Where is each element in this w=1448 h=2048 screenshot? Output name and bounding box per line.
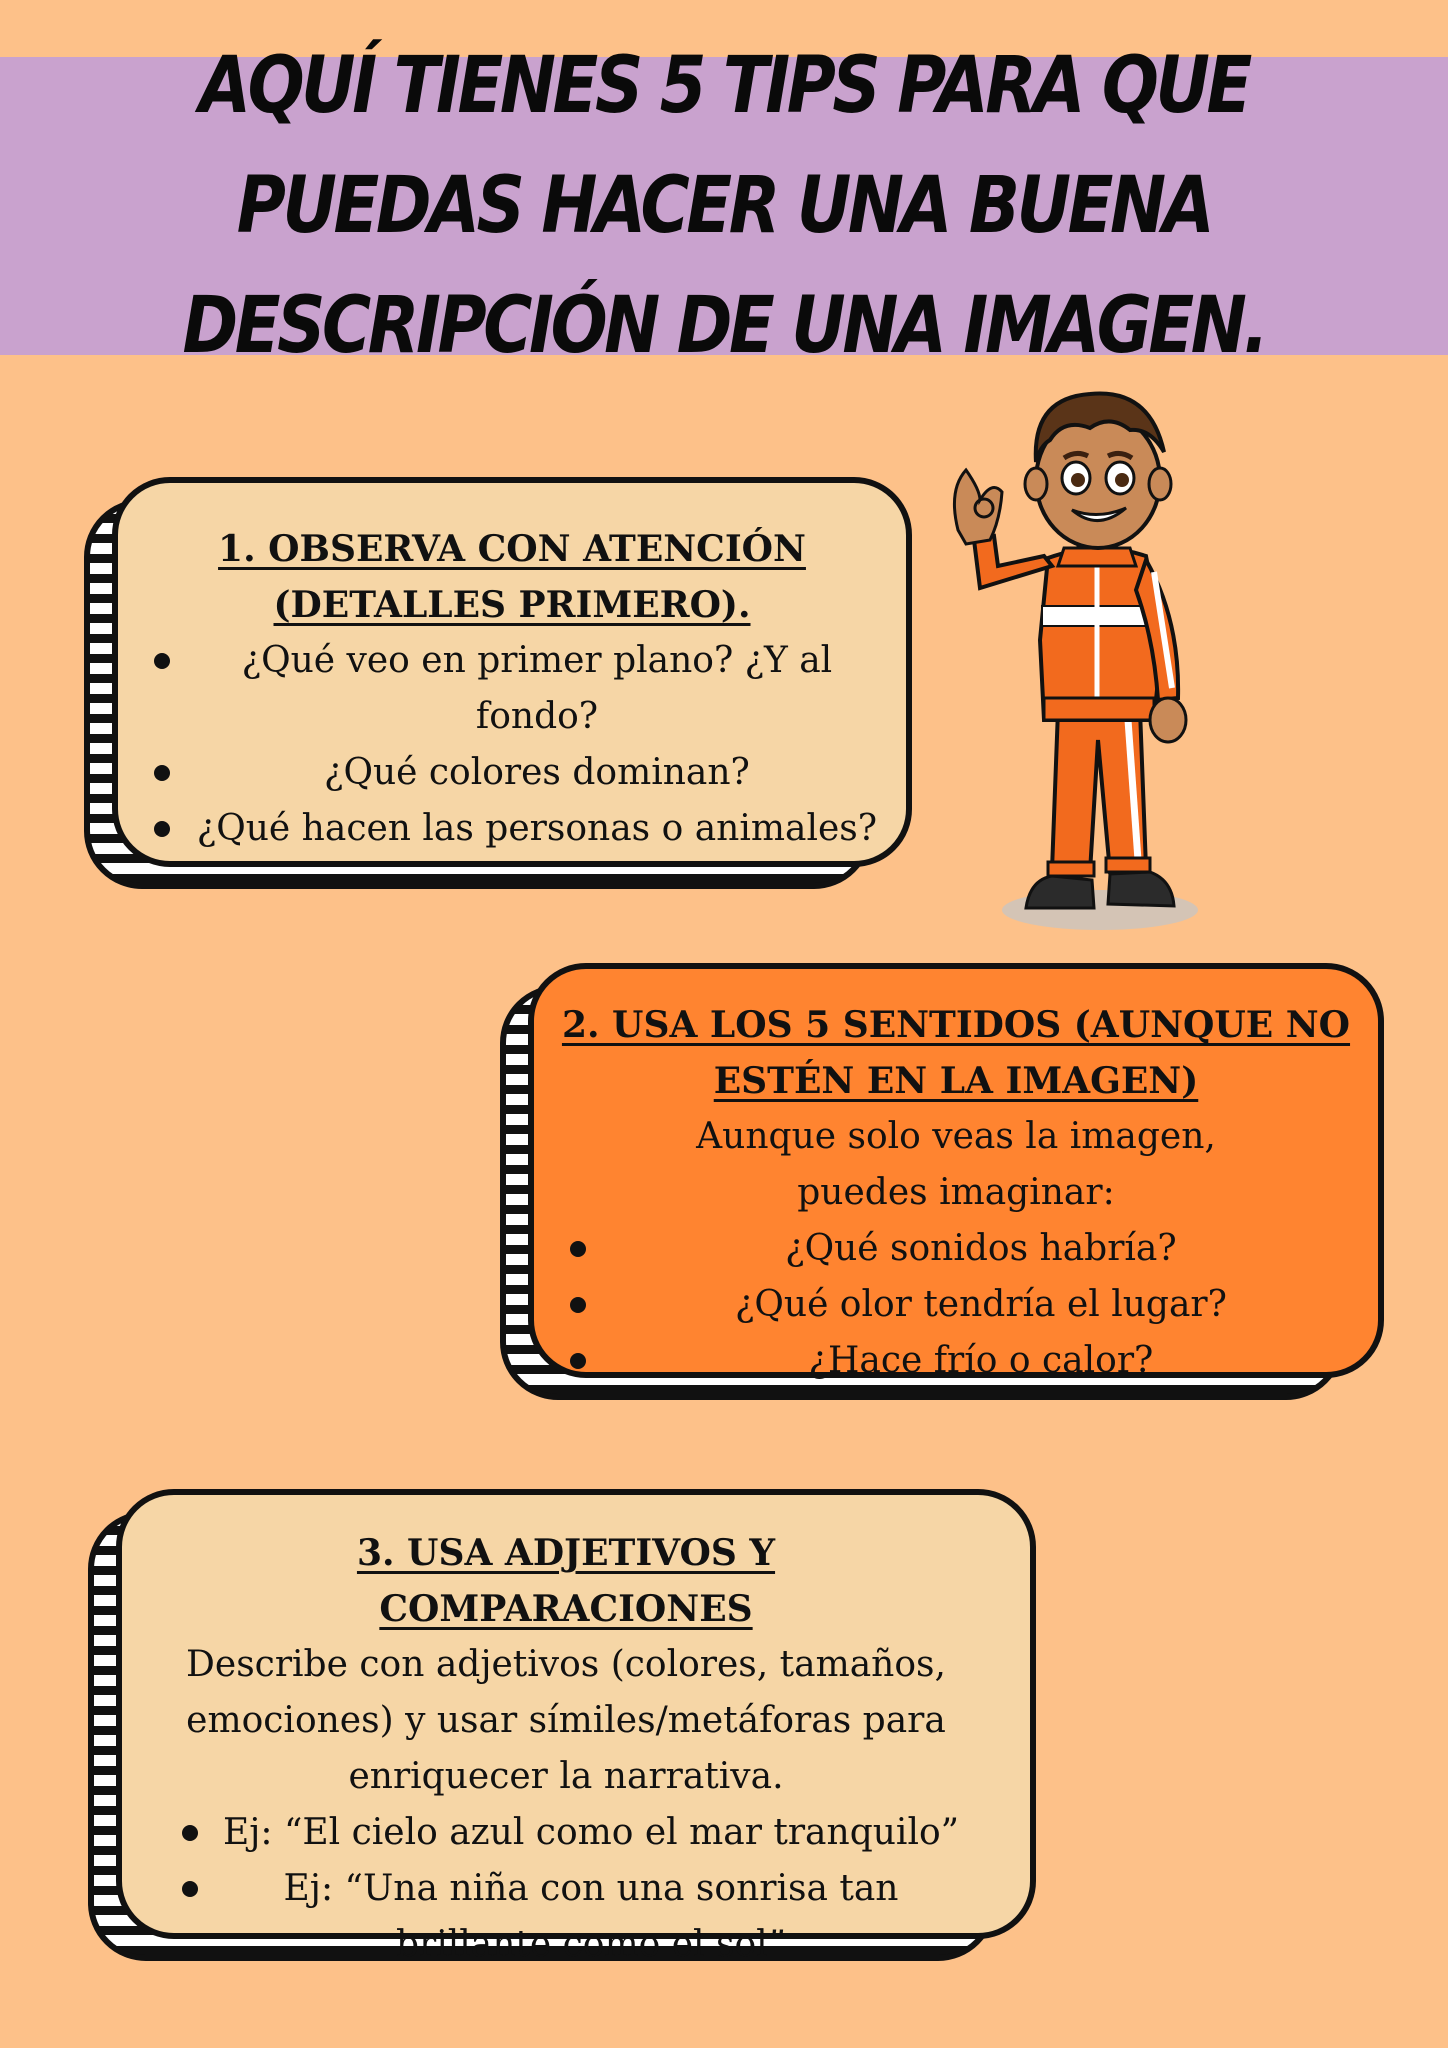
- list-item-text: ¿Qué hacen las personas o animales?: [196, 808, 878, 849]
- bullet-icon: [570, 1241, 586, 1257]
- tip-list: [172, 1805, 960, 1973]
- tip-intro: Describe con adjetivos (colores, tamaños, emociones) y usar símiles/metáforas para enriquecer la narrativa.: [186, 1644, 946, 1797]
- tip-list: [144, 633, 880, 857]
- header-banner: [0, 41, 1448, 371]
- tip-card-body: [112, 477, 912, 867]
- list-item: [144, 633, 880, 745]
- bullet-icon: [570, 1297, 586, 1313]
- tip-title: 2. USA LOS 5 SENTIDOS (AUNQUE NO ESTÉN EN LA IMAGEN): [561, 1004, 1351, 1102]
- list-item-text: ¿Hace frío o calor?: [808, 1340, 1154, 1381]
- list-item: [172, 1861, 960, 1973]
- bullet-icon: [570, 1353, 586, 1369]
- bullet-icon: [182, 1881, 198, 1897]
- boy-ok-gesture-illustration: [940, 380, 1230, 950]
- bullet-icon: [182, 1825, 198, 1841]
- tip-title: 1. OBSERVA CON ATENCIÓN (DETALLES PRIMERO).: [218, 528, 806, 626]
- list-item: [560, 1333, 1352, 1389]
- tip-intro: Aunque solo veas la imagen, puedes imaginar:: [696, 1116, 1216, 1213]
- list-item: [144, 745, 880, 801]
- tip-card-3: [116, 1489, 1036, 1965]
- tip-title: 3. USA ADJETIVOS Y COMPARACIONES: [356, 1532, 776, 1630]
- tip-list: [560, 1221, 1352, 1389]
- tip-card-body: [116, 1489, 1036, 1965]
- list-item-text: Ej: “Una niña con una sonrisa tan brillante como el sol”: [283, 1868, 899, 1965]
- tip-card-1: [112, 477, 912, 867]
- list-item-text: ¿Qué colores dominan?: [324, 752, 750, 793]
- bullet-icon: [154, 765, 170, 781]
- list-item-text: ¿Qué sonidos habría?: [785, 1228, 1177, 1269]
- page-title: AQUÍ TIENES 5 TIPS PARA QUE PUEDAS HACER UNA BUENA DESCRIPCIÓN DE UNA IMAGEN.: [182, 41, 1266, 371]
- list-item-text: ¿Qué olor tendría el lugar?: [735, 1284, 1227, 1325]
- list-item-text: Ej: “El cielo azul como el mar tranquilo”: [222, 1812, 960, 1853]
- bullet-icon: [154, 821, 170, 837]
- list-item: [560, 1277, 1352, 1333]
- tip-card-body: [528, 963, 1384, 1381]
- list-item: [144, 801, 880, 857]
- bullet-icon: [154, 653, 170, 669]
- list-item: [560, 1221, 1352, 1277]
- tip-card-2: [528, 963, 1384, 1381]
- list-item: [172, 1805, 960, 1861]
- list-item-text: ¿Qué veo en primer plano? ¿Y al fondo?: [241, 640, 833, 737]
